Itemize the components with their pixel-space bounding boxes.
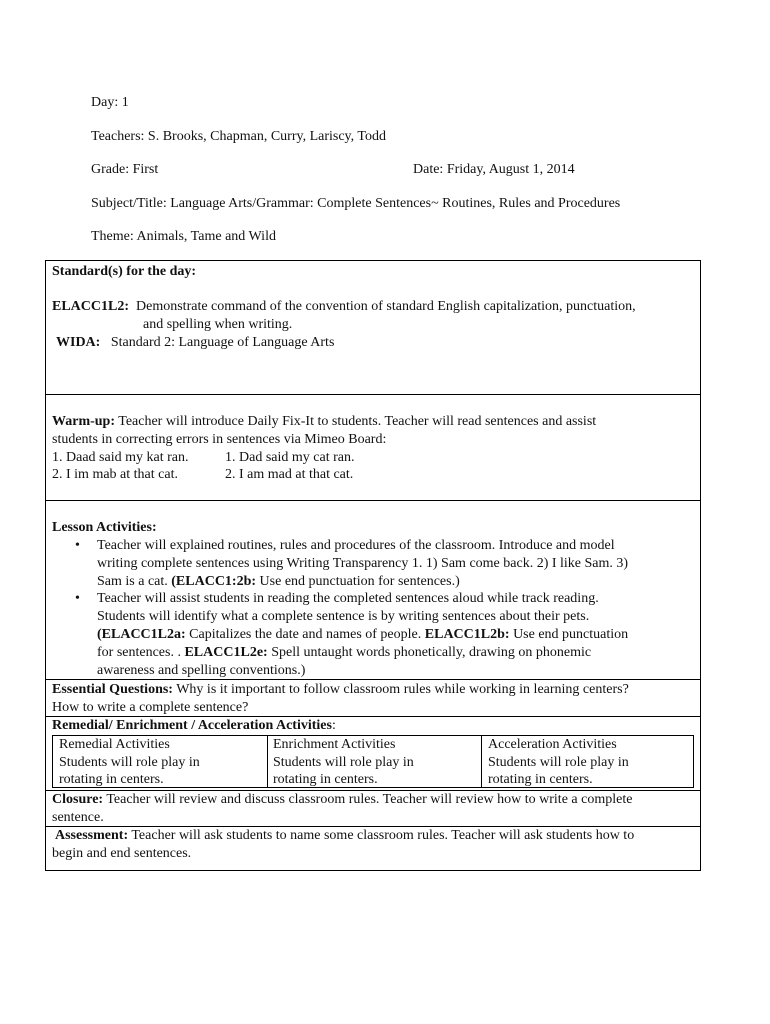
fixit-correct-1: 1. Dad said my cat ran. [225, 450, 355, 465]
teachers-line: Teachers: S. Brooks, Chapman, Curry, Lariscy, Todd [91, 129, 386, 144]
list-item: • Teacher will explained routines, rules and procedures of the classroom. Introduce and model writing complete sentences using Writing Transparency 1. 1) Sam come back. 2) I like Sam. 3) Sam is a cat. (ELACC1:2b: Use end punctuation for sentences.) [75, 538, 629, 589]
warmup-label: Warm-up: [52, 414, 115, 429]
elacc-standard-line [52, 298, 636, 316]
assessment-line-2: begin and end sentences. [52, 846, 192, 861]
fixit-wrong-1: 1. Daad said my kat ran. [52, 450, 189, 465]
remedial-title: Remedial Activities [59, 737, 170, 752]
bullet-icon: • [75, 538, 80, 553]
acceleration-title: Acceleration Activities [488, 737, 617, 752]
theme-line: Theme: Animals, Tame and Wild [91, 229, 276, 244]
lesson-heading: Lesson Activities: [52, 520, 157, 535]
day-line: Day: 1 [91, 95, 129, 110]
essential-questions-line-1: Essential Questions: Why is it important to follow classroom rules while working in learning centers? [52, 682, 629, 697]
closure-line-1: Closure: Teacher will review and discuss classroom rules. Teacher will review how to write a complete [52, 792, 633, 807]
assessment-label: Assessment: [55, 828, 129, 843]
elacc-text: Demonstrate command of the convention of standard English capitalization, punctuation, [136, 299, 636, 314]
acceleration-cell: Acceleration Activities Students will role play in rotating in centers. [482, 736, 694, 787]
lesson-activities-list [75, 537, 675, 679]
enrichment-title: Enrichment Activities [273, 737, 396, 752]
warmup-line-2: students in correcting errors in sentences via Mimeo Board: [52, 432, 387, 447]
subject-line: Subject/Title: Language Arts/Grammar: Complete Sentences~ Routines, Rules and Procedures [91, 196, 621, 211]
essential-questions-line-2: How to write a complete sentence? [52, 700, 249, 715]
wida-text: Standard 2: Language of Language Arts [110, 335, 335, 350]
list-item: • Teacher will assist students in reading the completed sentences aloud while track reading. Students will identify what a complete sentence is by writing sentences about their pets. (ELACC1L2a: Capitalizes the date and names of people. ELACC1L2b: Use end punctuation for sentences. . ELACC1L2e: Spell untaught words phonetically, drawing on phonemic awareness and spelling conventions.) [75, 591, 629, 678]
wida-standard-line [56, 334, 334, 352]
fixit-correct-2: 2. I am mad at that cat. [225, 467, 354, 482]
elacc-code: ELACC1L2: [52, 299, 130, 314]
closure-label: Closure: [52, 792, 104, 807]
fixit-wrong-2: 2. I im mab at that cat. [52, 467, 178, 482]
activities-table [52, 735, 694, 788]
warmup-line-1: Warm-up: Teacher will introduce Daily Fix-It to students. Teacher will read sentences and assist [52, 414, 597, 429]
remedial-cell: Remedial Activities Students will role play in rotating in centers. [53, 736, 267, 787]
standards-heading: Standard(s) for the day: [52, 264, 197, 279]
closure-line-2: sentence. [52, 810, 104, 825]
essential-questions-label: Essential Questions: [52, 682, 173, 697]
grade-line: Grade: First [91, 162, 159, 177]
elacc-text-continued: and spelling when writing. [143, 317, 293, 332]
assessment-line-1: Assessment: Teacher will ask students to name some classroom rules. Teacher will ask students how to [55, 828, 635, 843]
remedial-heading: Remedial/ Enrichment / Acceleration Activities: [52, 718, 336, 733]
wida-code: WIDA: [56, 335, 101, 350]
bullet-icon: • [75, 591, 80, 607]
enrichment-cell: Enrichment Activities Students will role play in rotating in centers. [267, 736, 481, 787]
date-line: Date: Friday, August 1, 2014 [413, 162, 575, 177]
